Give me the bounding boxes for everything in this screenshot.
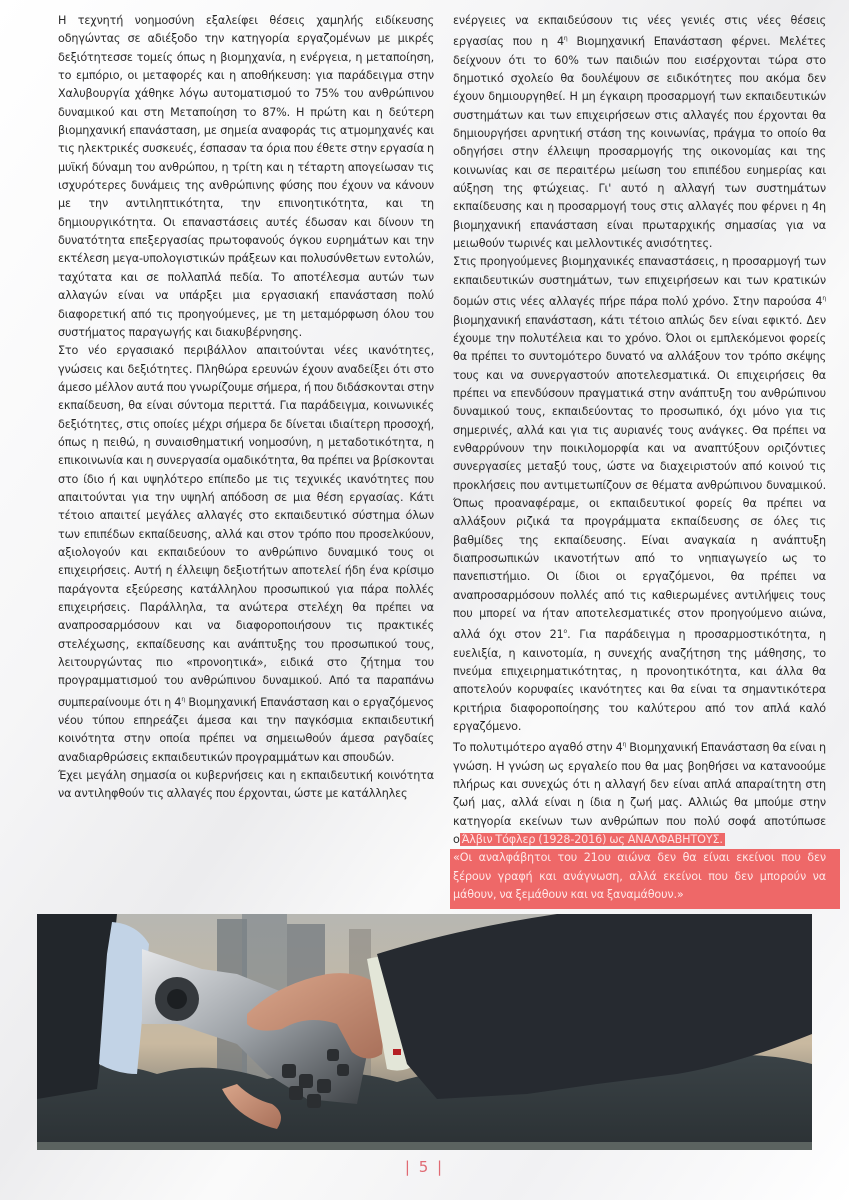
highlighted-author-reference: Άλβιν Τόφλερ (1928-2016) ως ΑΝΑΛΦΑΒΗΤΟΥΣ.	[461, 833, 723, 847]
handshake-illustration	[37, 914, 812, 1150]
article-left-column	[58, 12, 434, 804]
robot-joint-core	[167, 989, 187, 1009]
ordinal-superscript: η	[181, 695, 185, 703]
cufflink	[393, 1049, 401, 1055]
page-number: | 5 |	[404, 1158, 445, 1176]
ordinal-superscript: η	[563, 35, 568, 43]
article-paragraph: Στο νέο εργασιακό περιβάλλον απαιτούνται νέες ικανότητες, γνώσεις και δεξιότητες. Πληθώρα ερευνών έχουν αναδείξει ότι στο άμεσο μέλλον αυτά που γνωρίζουμε σήμερα, ή που διδάσκονται στην εκπαίδευση, θα είναι σύντομα περιττά. Για παράδειγμα, κοινωνικές δεξιότητες, στις οποίες μέχρι σήμερα δε δίνεται ιδιαίτερη προσοχή, όπως η πειθώ, η συναισθηματική νοημοσύνη, η μεταδοτικότητα, η επικοινωνία και η συνεργασία ομαδικότητα, θα πρέπει να βρίσκονται στο ίδιο ή και υψηλότερο επίπεδο με τις τεχνικές ικανότητες που απαιτούνται για την υψηλή απόδοση σε μια θέση εργασίας. Κάτι τέτοιο απαιτεί μεγάλες αλλαγές στο εκπαιδευτικό σύστημα όλων των επιπέδων εκπαίδευσης, αλλά και στον τρόπο που προσελκύουν, αξιολογούν και εκπαιδεύουν το ανθρώπινο δυναμικό τους οι επιχειρήσεις. Αυτή η έλλειψη δεξιοτήτων αποτελεί ήδη ένα κρίσιμο παράγοντα εξεύρεσης κατάλληλου προσωπικού για πάρα πολλές επιχειρήσεις. Παράλληλα, τα ανώτερα στελέχη θα πρέπει να αναπροσαρμόσουν και να διαφοροποιήσουν τις πρακτικές στελέχωσης, εκπαίδευσης και ανάπτυξης του προσωπικού τους, λειτουργώντας πιο «προνοητικά», ειδικά στο ζήτημα του προγραμματισμού του ανθρώπινου δυναμικού. Από τα παραπάνω συμπεραίνουμε ότι η $4^\eta$ Βιομηχανική Επανάσταση και ο εργαζόμενος νέου τύπου επηρεάζει άμεσα και την παγκόσμια εκπαιδευτική κοινότητα στην οποία πρέπει να σημειωθούν άμεσα ραγδαίες αναδιαρθρώσεις εκπαιδευτικών προγραμμάτων και σπουδών.	[58, 344, 434, 764]
article-paragraph: Στις προηγούμενες βιομηχανικές επαναστάσεις, η προσαρμογή των εκπαιδευτικών συστημάτων, των επιχειρήσεων και των κρατικών δομών στις νέες αλλαγές πήρε πάρα πολύ χρόνο. Στην παρούσα $4^\eta$ βιομηχανική επανάσταση, κάτι τέτοιο απλώς δεν είναι εφικτό. Δεν έχουμε την πολυτέλεια και το χρόνο. Όλοι οι εμπλεκόμενοι φορείς θα πρέπει το συντομότερο δυνατό να αλλάξουν τον τρόπο σκέψης τους και να συνεργαστούν αποτελεσματικά. Οι επιχειρήσεις θα πρέπει να επενδύσουν πραγματικά στην ανάπτυξη του ανθρώπινου δυναμικού τους, εκπαιδεύοντας το προσωπικό, όχι μόνο για τις σημερινές, αλλά και για τις αυριανές τους ανάγκες. Θα πρέπει να ενθαρρύνουν την ποικιλομορφία και να αναπτύξουν οριζόντιες συνεργασίες μεταξύ τους, ώστε να διαχειριστούν από κοινού τις προκλήσεις που αντιμετωπίζουν σε θέματα ανθρώπινου δυναμικού. Όπως προαναφέραμε, οι εκπαιδευτικοί φορείς θα πρέπει να αλλάξουν ριζικά τα προγράμματα εκπαίδευσης σε όλες τις βαθμίδες της εκπαίδευσης. Είναι αναγκαία η ανάπτυξη διαπροσωπικών ικανοτήτων από το νηπιαγωγείο ως το πανεπιστήμιο. Οι ίδιοι οι εργαζόμενοι, θα πρέπει να αναπροσαρμόσουν πολλές από τις καθιερωμένες αντιλήψεις τους που μπορεί να ήταν αποτελεσματικές στον προηγούμενο αιώνα, αλλά όχι στον $21^o$. Για παράδειγμα η προσαρμοστικότητα, η ευελιξία, η καινοτομία, η συνεχής αναζήτηση της μάθησης, το πνεύμα επιχειρηματικότητας, η προνοητικότητα, και άλλα θα αποτελούν κορυφαίες ικανότητες και θα είναι τα σημαντικότερα κριτήρια διαφοροποίησης του καλύτερου από τον απλά καλό εργαζόμενο.	[453, 255, 826, 734]
article-paragraph: Η τεχνητή νοημοσύνη εξαλείφει θέσεις χαμηλής ειδίκευσης οδηγώντας σε αδιέξοδο την κατηγορία εργαζομένων με μικρές δεξιότητεσσε τομείς όπως η βιομηχανία, η ενέργεια, η μεταποίηση, το εμπόριο, οι μεταφορές και η αποθήκευση: για παράδειγμα στην Χαλυβουργία χάθηκε λόγω αυτοματισμού το 75% του ανθρώπινου δυναμικού και στη Μεταποίηση το 87%. Η πρώτη και η δεύτερη βιομηχανική επανάσταση, με σημεία αναφοράς τις ατμομηχανές και τις ηλεκτρικές συσκευές, έσπασαν τα όρια που έθετε στην εργασία η μυϊκή δύναμη του ανθρώπου, η τρίτη και η τέταρτη απογείωσαν τις ισχυρότερες δυνάμεις της ανθρώπινης φύσης που έχουν να κάνουν με την αντιληπτικότητα, την επινοητικότητα, και τη δημιουργικότητα. Οι επαναστάσεις αυτές έδωσαν και δίνουν τη δυνατότητα επεξεργασίας πρωτοφανούς όγκου ευρημάτων και την εκτέλεση μεγα-υπολογιστικών πράξεων και πολυσύνθετων εντολών, ταχύτατα και σε πολλαπλά πεδία. Το αποτέλεσμα αυτών των αλλαγών είναι να υπάρξει μια εργασιακή επανάσταση πολύ διαφορετική από τις προηγούμενες, με τη μεταμόρφωση όλου του συστήματος παραγωγής και διακυβέρνησης.	[58, 14, 434, 339]
ordinal-superscript: η	[822, 295, 826, 303]
article-right-column	[453, 12, 826, 909]
robot-human-handshake-photo	[37, 914, 812, 1150]
ordinal-superscript: ο	[563, 628, 568, 636]
ground	[37, 1142, 812, 1150]
highlighted-quote: «Οι αναλφάβητοι του 21ου αιώνα δεν θα είναι εκείνοι που δεν ξέρουν γραφή και ανάγνωση, αλλά εκείνοι που δεν μπορούν να μάθουν, να ξεμάθουν και να ξαναμάθουν.»	[450, 849, 840, 908]
article-paragraph: Έχει μεγάλη σημασία οι κυβερνήσεις και η εκπαιδευτική κοινότητα να αντιληφθούν τις αλλαγές που έρχονται, ώστε με κατάλληλες	[58, 769, 434, 801]
ordinal-superscript: η	[622, 741, 627, 749]
article-paragraph: Το πολυτιμότερο αγαθό στην $4^\eta$ Βιομηχανική Επανάσταση θα είναι η γνώση. Η γνώση ως εργαλείο που θα μας βοηθήσει να κατανοούμε πλήρως και συνεχώς ότι η αλλαγή δεν είναι απλά απαραίτητη στη ζωή μας, αλλά είναι η ίδια η ζωή μας. Αλλιώς θα μπούμε στην κατηγορία εκείνων των ανθρώπων που πολύ σοφά αποτύπωσε ο Άλβιν Τόφλερ (1928-2016) ως ΑΝΑΛΦΑΒΗΤΟΥΣ. «Οι αναλφάβητοι του 21ου αιώνα δεν θα είναι εκείνοι που δεν ξέρουν γραφή και ανάγνωση, αλλά εκείνοι που δεν μπορούν να μάθουν, να ξεμάθουν και να ξαναμάθουν.»	[453, 736, 826, 908]
article-paragraph: ενέργειες να εκπαιδεύσουν τις νέες γενιές στις νέες θέσεις εργασίας που η $4^\eta$ Βιομηχανική Επανάσταση φέρνει. Μελέτες δείχνουν ότι το 60% των παιδιών που εισέρχονται τώρα στο δημοτικό σχολείο θα δουλέψουν σε ειδικότητες που ακόμα δεν έχουν δημιουργηθεί. Η μη έγκαιρη προσαρμογή των εκπαιδευτικών συστημάτων και των επιχειρήσεων στις αλλαγές που έρχονται θα δημιουργήσει αρνητική στάση της κοινωνίας, πράγμα το οποίο θα οδηγήσει στην έλλειψη προσαρμογής της οικονομίας και της κοινωνίας και σε περαιτέρω μείωση του επιπέδου ευημερίας και αύξηση της φτώχειας. Γι' αυτό η αλλαγή των συστημάτων εκπαίδευσης και η προσαρμογή τους στις αλλαγές που φέρνει η 4η βιομηχανική επανάσταση είναι πρωταρχικής σημασίας για να μειωθούν τωρινές και μελλοντικές ανισότητες.	[453, 14, 827, 251]
